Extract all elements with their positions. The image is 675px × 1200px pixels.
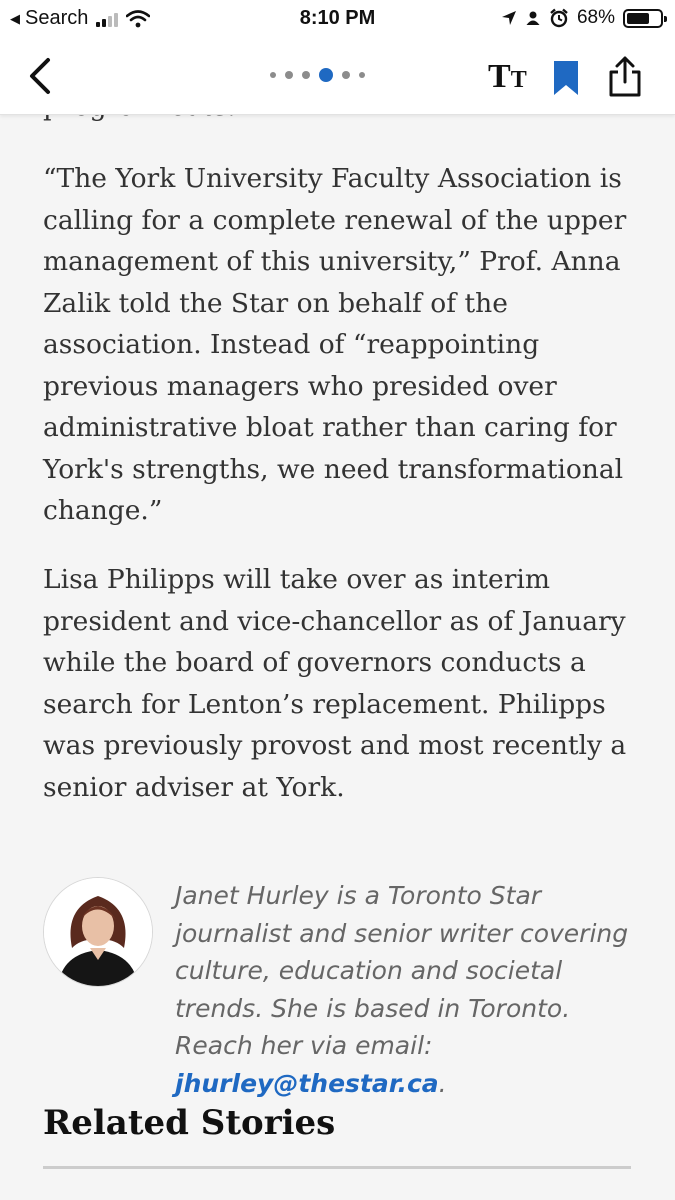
author-bio-text <box>175 877 645 1102</box>
battery-fill <box>627 13 649 24</box>
page-indicator-dots[interactable] <box>270 68 365 82</box>
article-paragraph: Lisa Philipps will take over as interim president and vice-chancellor as of January while the board of governors conducts a search for Lenton’s replacement. Philipps was previously provost and most recently a senior adviser at York. <box>43 564 627 803</box>
article-nav-bar <box>0 38 675 115</box>
page-dot[interactable] <box>302 71 310 79</box>
status-bar <box>0 0 675 38</box>
bookmark-icon[interactable] <box>551 59 581 97</box>
related-stories-heading: Related Stories <box>43 1103 336 1143</box>
page-dot[interactable] <box>270 72 276 78</box>
article-paragraph: “The York University Faculty Association is calling for a complete renewal of the upper management of this university,” Prof. Anna Zalik told the Star on behalf of the association. Instead of “reappointing previous managers who presided over administrative bloat rather than caring for York's strengths, we need transformational change.” <box>43 163 627 526</box>
alarm-icon <box>549 8 569 28</box>
text-size-small-t: T <box>510 67 527 93</box>
author-avatar <box>43 877 153 987</box>
page-dot[interactable] <box>359 72 365 78</box>
share-icon[interactable] <box>606 54 644 98</box>
author-bio-period: . <box>438 1068 447 1098</box>
location-icon <box>501 10 517 26</box>
text-size-button[interactable] <box>488 58 527 96</box>
back-to-search-label: Search <box>25 7 89 29</box>
back-chevron-icon[interactable] <box>22 56 62 96</box>
section-divider <box>43 1166 631 1169</box>
person-icon <box>525 10 541 26</box>
author-bio-body: Janet Hurley is a Toronto Star journalist and senior writer covering culture, education and societal trends. She is based in Toronto. Reach her via email: <box>175 881 629 1060</box>
page-dot[interactable] <box>319 68 333 82</box>
battery-percent: 68% <box>576 7 615 28</box>
author-email-link[interactable]: jhurley@thestar.ca <box>175 1068 439 1098</box>
text-size-big-t: T <box>488 58 511 95</box>
page-dot[interactable] <box>285 71 293 79</box>
battery-icon <box>623 9 663 28</box>
page-dot[interactable] <box>342 71 350 79</box>
author-photo <box>44 878 152 986</box>
clock: 8:10 PM <box>299 7 376 29</box>
back-triangle-icon: ◀ <box>10 10 20 26</box>
